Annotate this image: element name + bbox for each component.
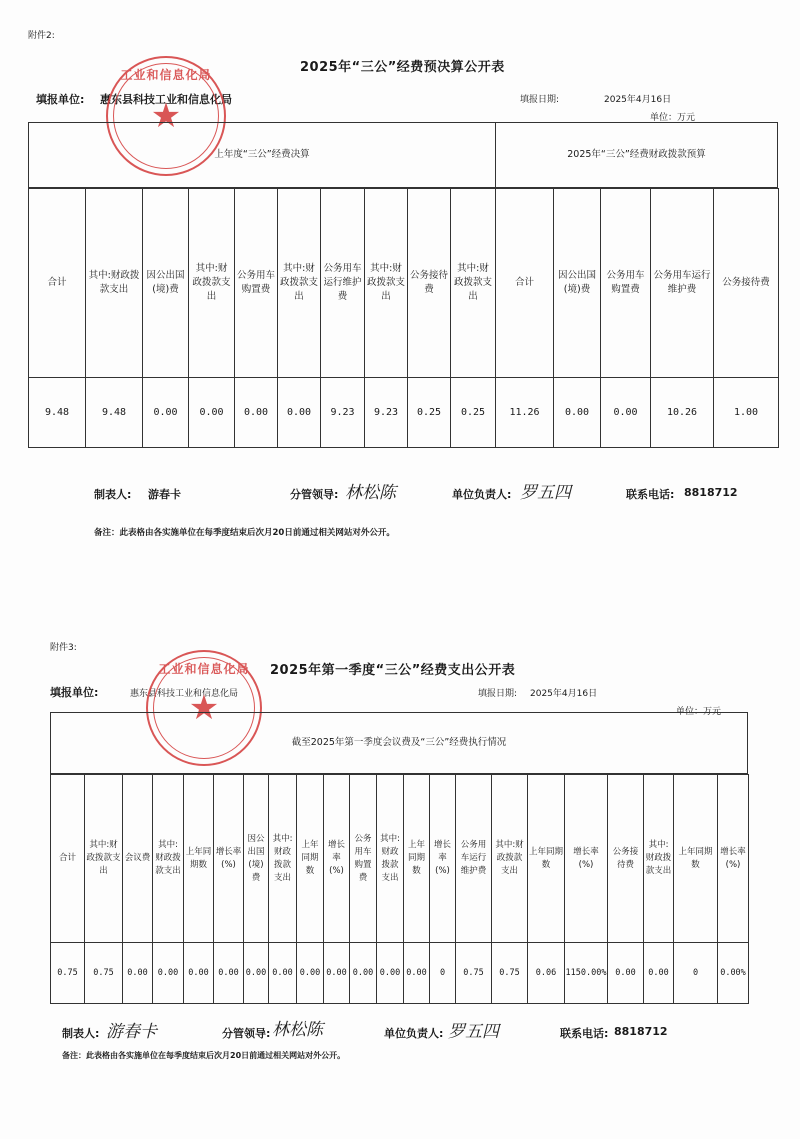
doc2-value: 0.00 [648,968,669,978]
doc2-value: 0.00 [272,968,293,978]
doc1-header-label: 公务接待费 [722,277,770,288]
doc1-header-cell [188,188,235,378]
doc1-group-prev: 上年度“三公”经费决算 [28,122,496,188]
doc2-head-signature: 罗五四 [448,1022,499,1042]
doc1-value: 10.26 [666,407,698,418]
doc1-attachment: 附件2: [28,31,55,41]
doc2-header-cell [376,774,404,943]
doc1-header-cell [234,188,278,378]
doc2-maker-name: 游春卡 [106,1022,157,1042]
doc1-phone: 8818712 [684,486,738,499]
doc1-value: 0.25 [416,407,442,418]
doc2-value-cell [429,942,456,1004]
doc2-value-cell [323,942,350,1004]
doc2-value-cell [183,942,214,1004]
doc1-value: 9.48 [101,407,127,418]
doc1-header-cell [650,188,714,378]
doc2-head-label: 单位负责人: [384,1027,444,1040]
doc1-header-cell [277,188,321,378]
doc1-value-cell [364,377,408,448]
doc2-value: 0.00 [218,968,239,978]
doc1-leader-label: 分管领导: [290,488,339,501]
star-icon: ★ [150,96,182,136]
doc1-value-cell [142,377,189,448]
doc1-unit-label: 填报单位: [36,93,85,106]
doc2-leader-signature: 林松陈 [272,1020,323,1040]
doc2-header-cell [183,774,214,943]
doc1-value: 0.25 [460,407,486,418]
doc2-value: 0.00 [352,968,374,978]
doc1-value: 0.00 [243,407,269,418]
doc2-header-cell [491,774,528,943]
doc1-value-cell [600,377,651,448]
doc1-header-cell [713,188,779,378]
doc1-maker-name: 游春卡 [148,488,181,501]
doc2-leader-label: 分管领导: [222,1027,271,1040]
doc1-unit-name: 惠东县科技工业和信息化局 [100,93,232,106]
doc1-value: 1.00 [733,407,759,418]
doc1-title: 2025年“三公”经费预决算公开表 [300,60,505,75]
doc2-header-label: 上年同期数 [678,846,713,870]
doc2-value: 0.75 [57,968,78,978]
doc2-header-label: 增长率(%) [720,846,746,870]
doc2-value-cell [455,942,492,1004]
doc2-value-cell [527,942,565,1004]
doc2-header-cell [717,774,749,943]
doc1-value-cell [650,377,714,448]
doc2-date-value: 2025年4月16日 [530,689,598,699]
doc2-header-label: 其中:财政拨款支出 [645,840,672,876]
doc1-date-label: 填报日期: [520,95,560,105]
doc2-value: 0.00 [326,968,347,978]
doc2-group: 截至2025年第一季度会议费及“三公”经费执行情况 [50,712,748,774]
doc2-header-cell [152,774,184,943]
doc2-header-cell [403,774,430,943]
doc2-note: 备注：此表格由各实施单位在每季度结束后次月20日前通过相关网站对外公开。 [62,1051,346,1060]
doc2-header-cell [643,774,674,943]
doc2-currency: 单位：万元 [676,707,722,717]
doc1-value: 0.00 [199,407,224,418]
doc2-value-cell [84,942,123,1004]
doc1-date-value: 2025年4月16日 [604,95,672,105]
doc2-value: 0.00 [127,968,148,978]
doc1-value-cell [85,377,143,448]
doc2-header-cell [268,774,297,943]
doc2-header-label: 合计 [58,853,76,863]
doc2-header-label: 上年同期数 [185,846,212,870]
doc2-unit-name: 惠东县科技工业和信息化局 [130,689,239,699]
doc2-value: 0.00 [615,968,636,978]
doc2-maker-label: 制表人: [62,1027,100,1040]
doc2-header-cell [673,774,718,943]
doc1-header-cell [450,188,496,378]
doc2-value: 0.00 [379,968,401,978]
doc1-note: 备注：此表格由各实施单位在每季度结束后次月20日前通过相关网站对外公开。 [94,528,395,538]
doc1-value: 0.00 [613,407,638,418]
doc2-header-label: 其中:财政拨款支出 [272,833,293,883]
doc1-header-cell [28,188,86,378]
doc2-value-cell [349,942,377,1004]
doc2-header-label: 上年同期数 [529,846,564,870]
doc2-header-label: 公务用车运行维护费 [460,840,487,876]
doc2-header-label: 其中:财政拨款支出 [86,840,121,876]
doc1-value: 9.23 [373,407,399,418]
doc1-header-cell [407,188,451,378]
doc1-header-label: 公务用车购置费 [606,270,645,295]
doc1-value-cell [188,377,235,448]
doc2-seal-text: 工业和信息化局 [158,662,250,676]
doc1-value: 11.26 [509,407,540,418]
doc1-value-cell [553,377,601,448]
doc2-header-label: 其中:财政拨款支出 [155,840,181,876]
doc1-header-cell [85,188,143,378]
doc2-header-cell [296,774,324,943]
doc2-header-label: 增长率(%) [433,840,451,876]
doc2-value-cell [122,942,153,1004]
doc2-header-cell [607,774,644,943]
doc2-attachment: 附件3: [50,643,77,653]
doc1-value-cell [320,377,365,448]
doc1-header-label: 合计 [514,277,534,288]
doc2-value: 0.75 [499,968,520,978]
doc2-value: 0.06 [535,968,557,978]
doc1-value: 0.00 [564,407,590,418]
doc2-value-cell [564,942,608,1004]
doc2-value: 0.75 [93,968,114,978]
doc1-header-cell [142,188,189,378]
doc1-header-label: 因公出国(境)费 [146,270,185,295]
doc2-value: 0.00 [245,968,267,978]
doc2-unit-label: 填报单位: [50,686,99,699]
doc2-header-cell [50,774,85,943]
doc2-header-cell [122,774,153,943]
doc2-value-cell [673,942,718,1004]
doc1-header-label: 公务接待费 [410,270,449,295]
doc2-value: 0.00 [188,968,209,978]
doc1-phone-label: 联系电话: [626,488,675,501]
doc2-value-cell [403,942,430,1004]
doc2-value: 0.00 [299,968,321,978]
doc1-header-label: 其中:财政拨款支出 [367,263,406,302]
doc2-header-cell [564,774,608,943]
doc2-value: 0 [692,968,699,978]
doc1-head-label: 单位负责人: [452,488,512,501]
doc2-value: 0.00 [406,968,427,978]
doc1-group-budget: 2025年“三公”经费财政拨款预算 [495,122,778,188]
doc1-value-cell [28,377,86,448]
doc1-header-label: 其中:财政拨款支出 [192,263,231,302]
doc2-value-cell [717,942,749,1004]
doc1-header-label: 其中:财政拨款支出 [280,263,319,302]
doc1-currency: 单位：万元 [650,113,696,123]
doc1-header-label: 公务用车运行维护费 [653,270,711,295]
doc1-header-cell [320,188,365,378]
doc2-header-cell [349,774,377,943]
doc2-value: 0.00% [720,968,746,978]
doc1-header-label: 其中:财政拨款支出 [88,270,140,295]
doc2-header-cell [243,774,269,943]
doc1-value-cell [450,377,496,448]
doc2-header-label: 其中:财政拨款支出 [495,840,524,876]
doc2-phone: 8818712 [614,1025,668,1038]
doc2-date-label: 填报日期: [478,689,518,699]
doc1-leader-signature: 林松陈 [345,483,396,503]
doc1-header-label: 公务用车运行维护费 [323,263,362,302]
doc2-header-label: 因公出国(境)费 [247,833,265,883]
doc1-header-label: 其中:财政拨款支出 [453,263,492,302]
doc2-value-cell [50,942,85,1004]
doc2-value-cell [376,942,404,1004]
doc1-value-cell [234,377,278,448]
doc2-header-label: 增长率(%) [573,846,599,870]
doc1-value-cell [495,377,554,448]
doc1-seal-text: 工业和信息化局 [120,68,212,82]
doc2-header-cell [527,774,565,943]
doc1-value: 9.23 [330,407,355,418]
doc1-header-label: 因公出国(境)费 [557,270,596,295]
doc2-header-label: 增长率(%) [327,840,345,876]
doc1-header-label: 合计 [47,277,67,288]
doc2-header-label: 增长率(%) [215,846,242,870]
doc2-header-label: 会议费 [124,853,151,863]
doc1-header-cell [600,188,651,378]
doc2-value-cell [213,942,244,1004]
doc2-title: 2025年第一季度“三公”经费支出公开表 [270,663,516,678]
doc2-value-cell [607,942,644,1004]
doc2-header-label: 上年同期数 [301,840,319,876]
doc1-head-signature: 罗五四 [520,483,571,503]
doc2-header-cell [323,774,350,943]
doc2-header-cell [213,774,244,943]
doc1-value: 9.48 [44,407,70,418]
doc2-value: 1150.00% [565,968,607,978]
doc2-value: 0.00 [157,968,179,978]
doc2-value: 0 [439,968,446,978]
doc1-value-cell [713,377,779,448]
doc2-header-label: 公务用车购置费 [354,833,372,883]
doc2-value-cell [243,942,269,1004]
doc1-header-cell [553,188,601,378]
doc1-maker-label: 制表人: [94,488,132,501]
doc2-header-label: 公务接待费 [612,846,639,870]
doc1-value-cell [407,377,451,448]
star-icon: ★ [188,688,220,728]
doc1-value: 0.00 [153,407,178,418]
doc1-value: 0.00 [286,407,312,418]
doc2-value-cell [152,942,184,1004]
doc2-value-cell [643,942,674,1004]
doc2-header-label: 其中:财政拨款支出 [380,833,400,883]
doc2-header-cell [455,774,492,943]
doc2-header-cell [429,774,456,943]
doc1-header-cell [495,188,554,378]
doc2-header-label: 上年同期数 [407,840,425,876]
doc2-header-cell [84,774,123,943]
doc1-header-label: 公务用车购置费 [237,270,276,295]
doc1-value-cell [277,377,321,448]
doc2-value-cell [296,942,324,1004]
doc2-value: 0.75 [463,968,484,978]
doc2-phone-label: 联系电话: [560,1027,609,1040]
doc2-value-cell [268,942,297,1004]
doc2-value-cell [491,942,528,1004]
doc1-header-cell [364,188,408,378]
